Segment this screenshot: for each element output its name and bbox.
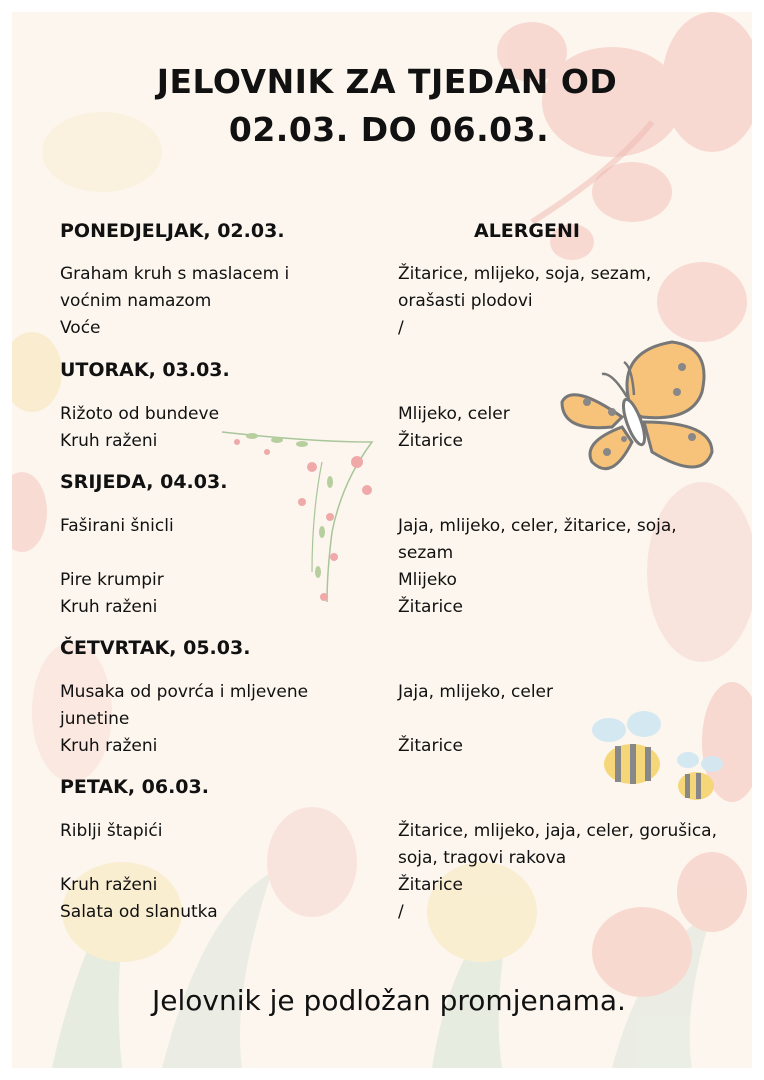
allergens-tuesday-1: Mlijeko, celer: [398, 404, 510, 424]
dish-thursday-1: Musaka od povrća i mljevene junetine: [60, 682, 309, 729]
day-heading-thursday: ČETVRTAK, 05.03.: [60, 637, 251, 659]
page-title: [12, 58, 752, 154]
dish-tuesday-2: Kruh raženi: [60, 431, 158, 451]
dish-friday-3: Salata od slanutka: [60, 902, 218, 922]
allergens-friday-3: /: [398, 902, 404, 922]
title-line-2: 02.03. DO 06.03.: [228, 110, 550, 149]
allergens-wednesday-1: Jaja, mlijeko, celer, žitarice, soja, sezam: [398, 516, 677, 563]
dish-friday-1: Riblji štapići: [60, 821, 163, 841]
day-heading-tuesday: UTORAK, 03.03.: [60, 359, 230, 381]
allergens-thursday-1: Jaja, mlijeko, celer: [398, 682, 553, 702]
day-heading-wednesday: SRIJEDA, 04.03.: [60, 471, 228, 493]
dish-wednesday-1: Faširani šnicli: [60, 516, 174, 536]
allergens-monday-1: Žitarice, mlijeko, soja, sezam, orašasti plodovi: [398, 264, 652, 311]
day-heading-friday: PETAK, 06.03.: [60, 776, 209, 798]
allergens-friday-1: Žitarice, mlijeko, jaja, celer, gorušica, soja, tragovi rakova: [398, 821, 717, 868]
allergens-wednesday-3: Žitarice: [398, 597, 463, 617]
dish-thursday-2: Kruh raženi: [60, 736, 158, 756]
dish-monday-2: Voće: [60, 318, 101, 338]
day-heading-monday: PONEDJELJAK, 02.03.: [60, 220, 285, 242]
dish-tuesday-1: Rižoto od bundeve: [60, 404, 220, 424]
dish-friday-2: Kruh raženi: [60, 875, 158, 895]
menu-page: [12, 12, 752, 1068]
allergens-monday-2: /: [398, 318, 404, 338]
title-line-1: JELOVNIK ZA TJEDAN OD: [156, 62, 618, 101]
dish-wednesday-2: Pire krumpir: [60, 570, 164, 590]
dish-monday-1: Graham kruh s maslacem i voćnim namazom: [60, 264, 290, 311]
allergens-wednesday-2: Mlijeko: [398, 570, 457, 590]
footer-note: Jelovnik je podložan promjenama.: [152, 984, 626, 1017]
allergens-header: ALERGENI: [474, 220, 580, 242]
allergens-tuesday-2: Žitarice: [398, 431, 463, 451]
dish-wednesday-3: Kruh raženi: [60, 597, 158, 617]
allergens-friday-2: Žitarice: [398, 875, 463, 895]
allergens-thursday-2: Žitarice: [398, 736, 463, 756]
